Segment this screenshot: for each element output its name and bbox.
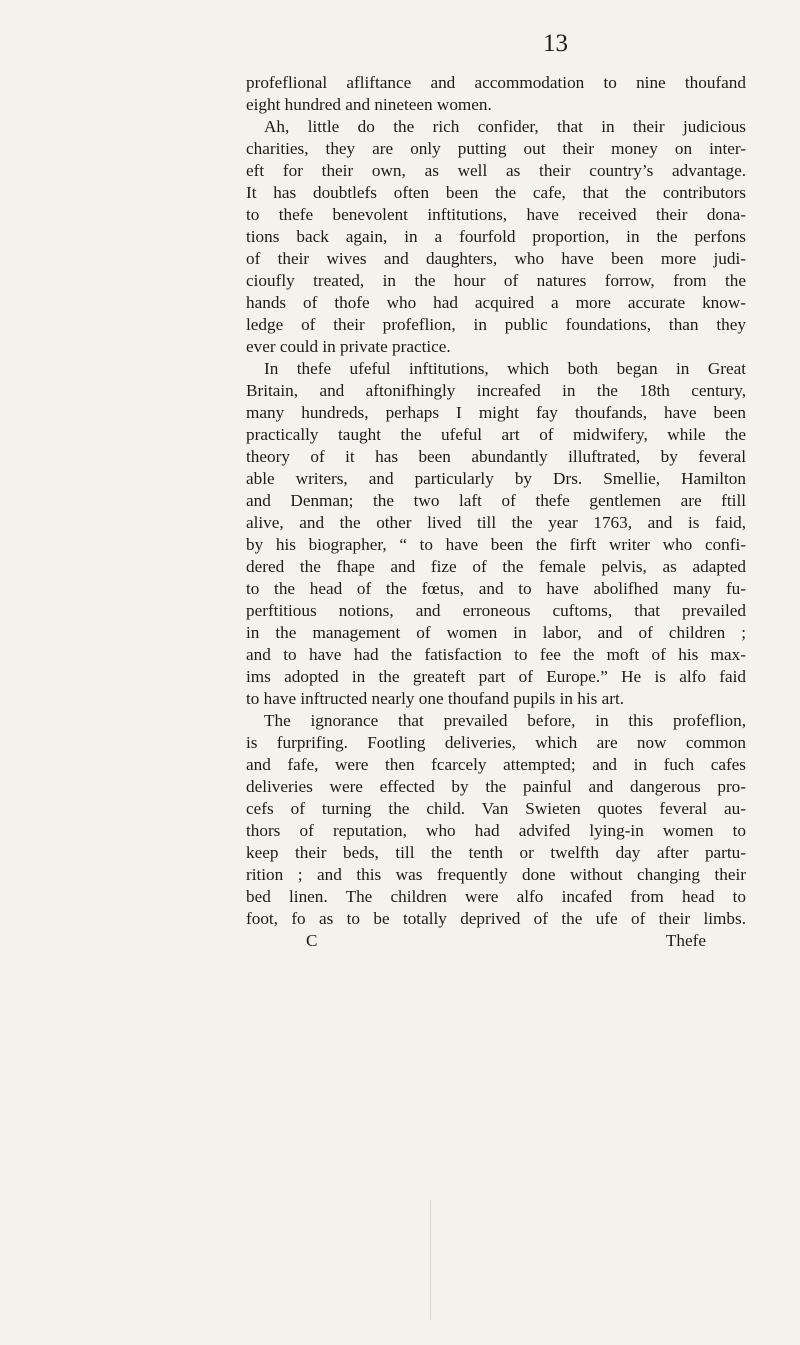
text-line: and Denman; the two laft of thefe gentlemen are ftill [246,491,746,510]
text-line: thors of reputation, who had advifed lying-in women to [246,821,746,840]
catchword: Thefe [665,931,706,950]
text-line: cioufly treated, in the hour of natures forrow, from the [246,271,746,290]
text-line: is furprifing. Footling deliveries, which are now common [246,733,746,752]
text-line: It has doubtlefs often been the cafe, that the contributors [246,183,746,202]
text-line: cefs of turning the child. Van Swieten quotes feveral au- [246,799,746,818]
paper-crease [430,1200,431,1320]
text-line: to the head of the fœtus, and to have abolifhed many fu- [246,579,746,598]
text-line: to have inftructed nearly one thoufand pupils in his art. [246,689,625,708]
text-line: foot, fo as to be totally deprived of the ufe of their limbs. [246,909,746,928]
text-line: rition ; and this was frequently done without changing their [246,865,746,884]
text-line: Britain, and aftonifhingly increafed in the 18th century, [246,381,746,400]
text-line: practically taught the ufeful art of midwifery, while the [246,425,746,444]
text-line: and fafe, were then fcarcely attempted; and in fuch cafes [246,755,746,774]
text-line: perftitious notions, and erroneous cuftoms, that prevailed [246,601,746,620]
text-line: ims adopted in the greateft part of Europe.” He is alfo faid [246,667,746,686]
text-line: to thefe benevolent inftitutions, have received their dona- [246,205,746,224]
text-line: tions back again, in a fourfold proportion, in the perfons [246,227,746,246]
footer-line [246,930,746,952]
page-number: 13 [543,30,568,57]
text-line: deliveries were effected by the painful and dangerous pro- [246,777,746,796]
text-line: keep their beds, till the tenth or twelfth day after partu- [246,843,746,862]
text-line: ledge of their profeflion, in public foundations, than they [246,315,746,334]
signature-mark: C [306,931,318,950]
text-line: theory of it has been abundantly illuftrated, by feveral [246,447,746,466]
text-line: by his biographer, “ to have been the firft writer who confi- [246,535,746,554]
text-line: and to have had the fatisfaction to fee the moft of his max- [246,645,746,664]
text-line: eight hundred and nineteen women. [246,95,492,114]
text-line: many hundreds, perhaps I might fay thoufands, have been [246,403,746,422]
text-line: The ignorance that prevailed before, in this profeflion, [264,711,746,730]
text-line: in the management of women in labor, and of children ; [246,623,746,642]
text-line: dered the fhape and fize of the female pelvis, as adapted [246,557,746,576]
text-line: In thefe ufeful inftitutions, which both began in Great [264,359,746,378]
text-line: charities, they are only putting out their money on inter- [246,139,746,158]
text-line: profeflional afliftance and accommodation to nine thoufand [246,73,746,92]
text-line: bed linen. The children were alfo incafed from head to [246,887,746,906]
text-line: alive, and the other lived till the year 1763, and is faid, [246,513,746,532]
text-line: eft for their own, as well as their country’s advantage. [246,161,746,180]
text-line: ever could in private practice. [246,337,451,356]
body-text [246,72,746,952]
text-line: of their wives and daughters, who have been more judi- [246,249,746,268]
text-line: Ah, little do the rich confider, that in their judicious [264,117,746,136]
text-line: hands of thofe who had acquired a more accurate know- [246,293,746,312]
text-line: able writers, and particularly by Drs. Smellie, Hamilton [246,469,746,488]
